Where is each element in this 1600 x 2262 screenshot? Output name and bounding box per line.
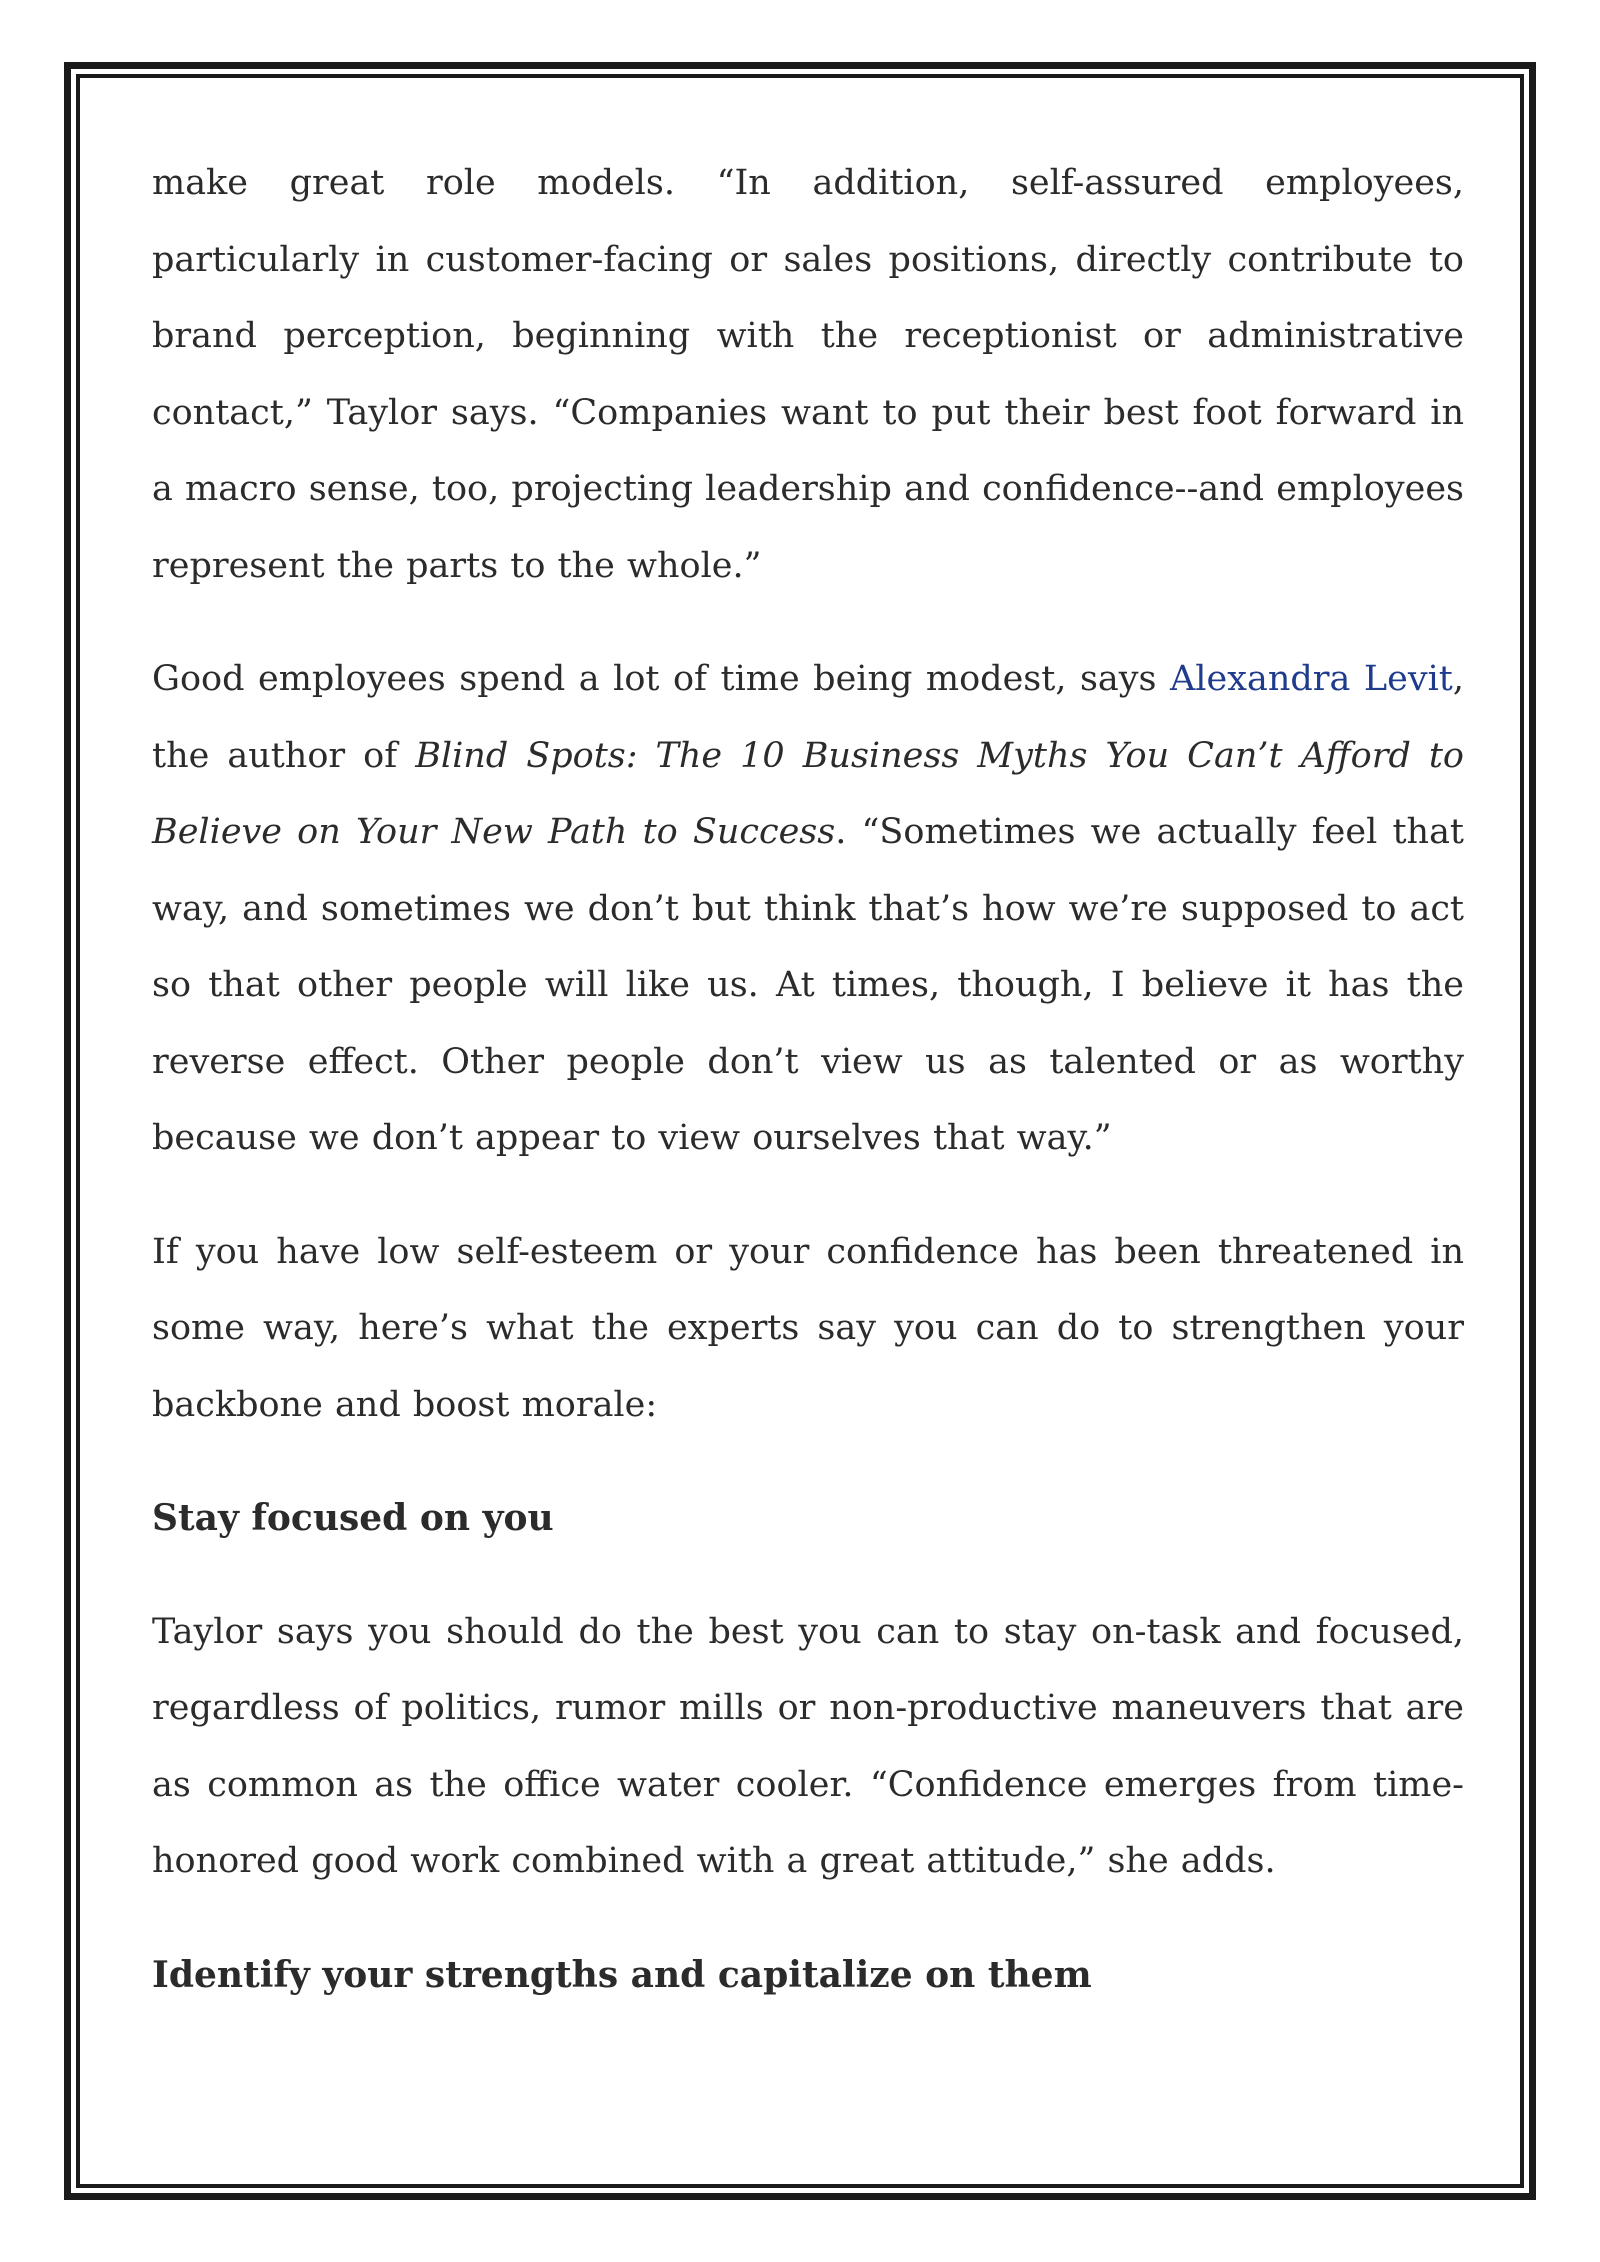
paragraph-stay-focused: Taylor says you should do the best you can to stay on-task and focused, regardless of politics, rumor mills or non-productive maneuvers that are as common as the office water cooler. “Confidence emerges from time-honored good work combined with a great attitude,” she adds. [152, 1611, 1464, 1881]
paragraph-modesty-author-of: , the author of [152, 659, 1464, 776]
paragraph-role-models: make great role models. “In addition, self-assured employees, particularly in customer-facing or sales positions, directly contribute to brand perception, beginning with the receptionist or administrative contact,” Taylor says. “Companies want to put their best foot forward in a macro sense, too, projecting leadership and confidence--and employees represent the parts to the whole.” [152, 163, 1464, 586]
book-title: Blind Spots: The 10 Business Myths You Can’t Afford to Believe on Your New Path to Success [152, 735, 1464, 852]
heading-identify-strengths: Identify your strengths and capitalize on them [152, 1953, 1092, 1996]
paragraph-modesty-intro: Good employees spend a lot of time being modest, says [152, 659, 1171, 699]
author-link[interactable]: Alexandra Levit [1170, 659, 1453, 699]
paragraph-modesty [152, 641, 1464, 1177]
article-body [152, 145, 1464, 2050]
paragraph-self-esteem: If you have low self-esteem or your confidence has been threatened in some way, here’s what the experts say you can do to strengthen your backbone and boost morale: [152, 1231, 1464, 1425]
paragraph-modesty-quote: . “Sometimes we actually feel that way, and sometimes we don’t but think that’s how we’re supposed to act so that other people will like us. At times, though, I believe it has the reverse effect. Other people don’t view us as talented or as worthy because we don’t appear to view ourselves that way.” [152, 812, 1464, 1158]
heading-stay-focused: Stay focused on you [152, 1497, 554, 1539]
